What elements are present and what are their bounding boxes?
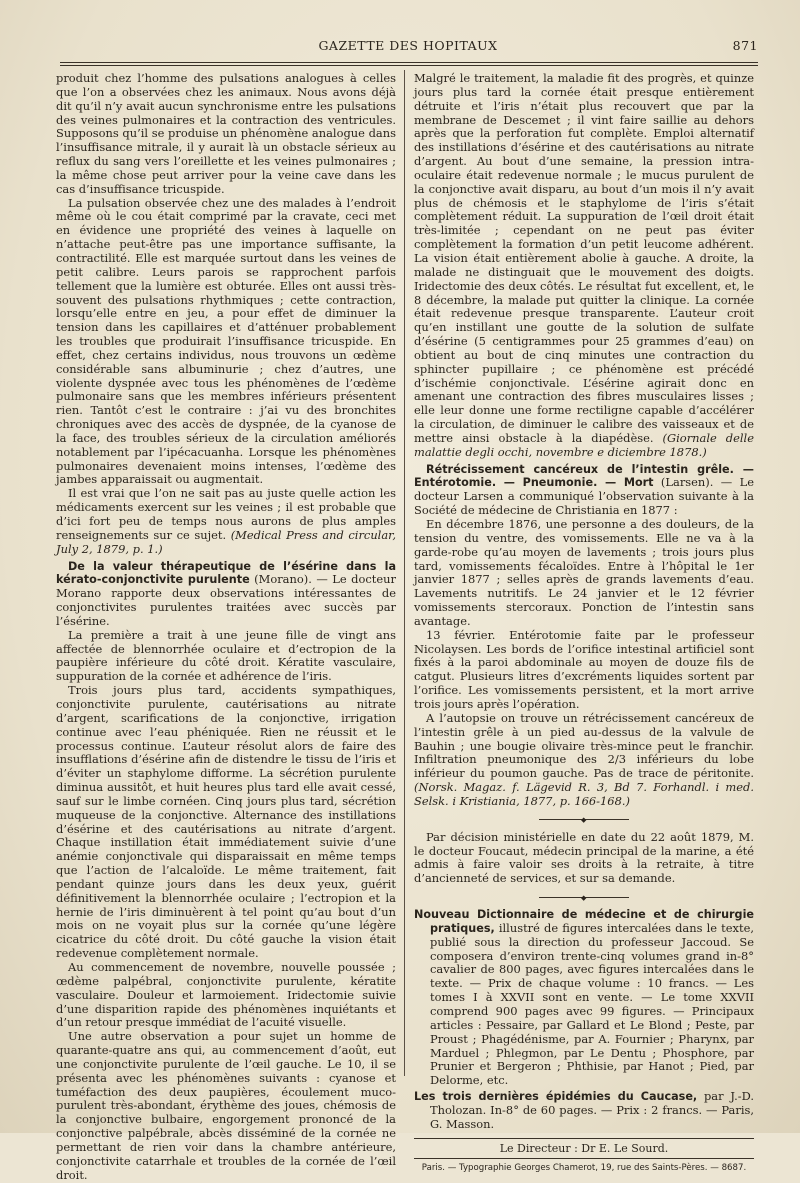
paragraph: La pulsation observée chez une des malades à l’endroit même où le cou était comprimé par la cravate, ceci met en évidence une propriété des veines à laquelle on n’attache peut-être pas une importance suffisante, la contractilité. Elle est marquée surtout dans les veines de petit calibre. Leurs parois se rapprochent parfois tellement que la lumière est obturée. Elles ont aussi très-souvent des pulsations rhythmiques ; cette contraction, lorsqu’elle entre en jeu, a pour effet de diminuer la tension dans les capillaires et d’atténuer probablement les troubles que produirait l’insuffisance tricuspide. En effet, chez certains individus, nous trouvons un œdème considérable sans albuminurie ; chez d’autres, une violente dyspnée avec tous les phénomènes de l’œdème pulmonaire sans que les membres inférieurs présentent rien. Tantôt c’est le contraire : j’ai vu des bronchites chroniques avec des accès de dyspnée, de la cyanose de la face, des troubles sérieux de la circulation améliorés notablement par l’ipécacuanha. Lorsque les phénomènes pulmonaires devenaient moins intenses, l’œdème des jambes apparaissait ou augmentait. (56, 195, 396, 487)
paragraph: produit chez l’homme des pulsations analogues à celles que l’on a observées chez les animaux. Nous avons déjà dit qu’il n’y avait aucun synchronisme entre les pulsations des veines pulmonaires et la contraction des ventricules. Supposons qu’il se produise un phénomène analogue dans l’insuffisance mitrale, il y aurait là un obstacle sérieux au reflux du sang vers l’oreillette et les veines pulmonaires ; la même chose peut arriver pour la veine cave dans les cas d’insuffisance tricuspide. (56, 71, 396, 196)
paragraph: La première a trait à une jeune fille de vingt ans affectée de blennorrhée oculaire et d’ectropion de la paupière inférieure du côté droit. Kératite vasculaire, suppuration de la cornée et adhérence de l’iris. (56, 627, 396, 684)
column-divider (404, 70, 405, 1076)
section-separator (414, 890, 754, 904)
right-column (414, 72, 754, 1176)
header-rule (60, 62, 758, 63)
announcement-text: par J.-D. Tholozan. In-8° de 60 pages. — Prix : 2 francs. — Paris, G. Masson. (430, 1089, 754, 1131)
notice: Par décision ministérielle en date du 22 août 1879, M. le docteur Foucaut, médecin principal de la marine, a été admis à faire valoir ses droits à la retraite, à titre d’ancienneté de services, et sur sa demande. (414, 829, 754, 886)
article-intro (414, 463, 754, 518)
journal-title: GAZETTE DES HOPITAUX (318, 38, 498, 53)
article-intro (56, 560, 396, 629)
article-intro-text: (Morano). — Le docteur Morano rapporte deux observations intéressantes de conjonctivites purulentes traitées avec succès par l’ésérine. (56, 572, 396, 628)
announcements (414, 908, 754, 1132)
paragraph: Une autre observation a pour sujet un homme de quarante-quatre ans qui, au commencement d’août, eut une conjonctivite purulente de l’œil gauche. Le 10, il se présenta avec les phénomènes suivants : cyanose et tuméfaction des deux paupières, écoulement muco-purulent très-abondant, érythème des joues, chémosis de la conjonctive bulbaire, engorgement prononcé de la conjonctive palpébrale, abcès disséminé de la cornée ne permettant de rien voir dans la chambre antérieure, conjonctivite catarrhale et troubles de la cornée de l’œil droit. (56, 1029, 396, 1182)
director-signature: Le Directeur : Dr E. Le Sourd. (414, 1138, 754, 1160)
article-heading: Rétrécissement cancéreux de l’intestin grêle. — Entérotomie. — Pneumonie. — Mort (414, 462, 754, 490)
printer-imprint: Paris. — Typographie Georges Chamerot, 19, rue des Saints-Pères. — 8687. (421, 1163, 747, 1174)
section-separator (414, 813, 754, 827)
announcement-text: illustré de figures intercalées dans le texte, publié sous la direction du professeur Jaccoud. Se composera d’environ trente-cinq volumes grand in-8° cavalier de 800 pages, avec figures intercalées dans le texte. — Prix de chaque volume : 10 francs. — Les tomes I à XXVII sont en vente. — Le tome XXVII comprend 900 pages avec 99 figures. — Principaux articles : Pessaire, par Gallard et Le Blond ; Peste, par Proust ; Phagédénisme, par A. Fournier ; Pharynx, par Marduel ; Phlegmon, par Le Dentu ; Phosphore, par Prunier et Bergeron ; Phthisie, par Hanot ; Pied, par Delorme, etc. (430, 920, 754, 1088)
paragraph: Au commencement de novembre, nouvelle poussée ; œdème palpébral, conjonctivite purulente, kératite vasculaire. Douleur et larmoiement. Iridectomie suivie d’une disparition rapide des phénomènes inquiétants et d’un retour presque immédiat de l’acuité visuelle. (56, 960, 396, 1030)
paragraph: Trois jours plus tard, accidents sympathiques, conjonctivite purulente, cautérisations au nitrate d’argent, scarifications de la conjonctive, irrigation continue avec l’eau phéniquée. Rien ne réussit et le processus continue. L’auteur résolut alors de faire des insufflations d’ésérine afin de distendre le tissu de l’iris et d’éviter un staphylome difforme. La sécrétion purulente diminua aussitôt, et huit heures plus tard elle avait cessé, sauf sur le limbe cornéen. Cinq jours plus tard, sécrétion muqueuse de la conjonctive. Alternance des instillations d’ésérine et des cautérisations au nitrate d’argent. Chaque instillation était immédiatement suivie d’une anémie conjonctivale qui disparaissait en même temps que l’action de l’alcaloïde. Le même traitement, fait pendant quinze jours dans les deux yeux, guérit définitivement la blennorrhée oculaire ; l’ectropion et la hernie de l’iris diminuèrent à tel point qu’au bout d’un mois on ne voyait plus sur la cornée qu’une légère cicatrice du côté droit. Du côté gauche la vision était redevenue complètement normale. (56, 683, 396, 961)
paragraph: En décembre 1876, une personne a des douleurs, de la tension du ventre, des vomissements. Elle ne va à la garde-robe qu’au moyen de lavements ; trois jours plus tard, vomissements fécaloïdes. Entre à l’hôpital le 1er janvier 1877 ; selles après de grands lavements d’eau. Lavements nutritifs. Le 24 janvier et le 12 février vomissements stercoraux. Ponction de l’intestin sans avantage. (414, 517, 754, 628)
paragraph (414, 712, 754, 809)
citation: (Giornale delle malattie degli occhi, novembre e diciembre 1878.) (414, 430, 754, 459)
paragraph-text: Il est vrai que l’on ne sait pas au juste quelle action les médicaments exercent sur les veines ; il est probable que d’ici fort peu de temps nous aurons de plus amples renseignements sur ce sujet. (56, 486, 396, 542)
announcement-dictionnaire (414, 908, 754, 1088)
announcement-heading: Les trois dernières épidémies du Caucase, (414, 1090, 698, 1104)
page-header (58, 38, 758, 58)
announcement-heading: Nouveau Dictionnaire de médecine et de chirurgie pratiques, (414, 908, 754, 935)
paragraph-text: Malgré le traitement, la maladie fit des progrès, et quinze jours plus tard la cornée était presque entièrement détruite et l’iris n’était plus recouvert que par la membrane de Descemet ; il vint faire saillie au dehors après que la perforation fut complète. Emploi alternatif des instillations d’ésérine et des cautérisations au nitrate d’argent. Au bout d’une semaine, la pression intra-oculaire était redevenue normale ; le mucus purulent de la conjonctive avait disparu, au bout d’un mois il n’y avait plus de chémosis et le staphylome de l’iris s’était complètement réduit. La suppuration de l’œil droit était très-limitée ; cependant on ne peut pas éviter complètement la formation d’un petit leucome adhérent. La vision était entièrement abolie à gauche. A droite, la malade ne distinguait que le mouvement des doigts. Iridectomie des deux côtés. Le résultat fut excellent, et, le 8 décembre, la malade put quitter la clinique. La cornée était redevenue presque transparente. L’auteur croit qu’en instillant une goutte de la solution de sulfate d’ésérine (5 centigrammes pour 25 grammes d’eau) on obtient au bout de cinq minutes une contraction du sphincter pupillaire ; ce phénomène est précédé d’ischémie conjonctivale. L’ésérine agirait donc en amenant une contraction des fibres musculaires lisses ; elle leur donne une forme rectiligne capable d’accélérer la circulation, de diminuer le calibre des vaisseaux et de mettre ainsi obstacle à la diapédèse. (414, 71, 754, 445)
citation: (Medical Press and circular, July 2, 1879, p. 1.) (56, 527, 397, 556)
article-heading: De la valeur thérapeutique de l’ésérine dans la kérato-conjonctivite purulente (56, 559, 396, 587)
announcement-caucase (414, 1090, 754, 1132)
header-rule-secondary (60, 65, 758, 66)
paragraph: 13 février. Entérotomie faite par le professeur Nicolaysen. Les bords de l’orifice intestinal artificiel sont fixés à la paroi abdominale au moyen de douze fils de catgut. Plusieurs litres d’excréments liquides sortent par l’orifice. Les vomissements persistent, et la mort arrive trois jours après l’opération. (414, 627, 754, 711)
article-intro-text: (Larsen). — Le docteur Larsen a communiqué l’observation suivante à la Société de médecine de Christiania en 1877 : (414, 475, 754, 518)
citation: (Norsk. Magaz. f. Lägevid R. 3, Bd 7. Forhandl. i med. Selsk. i Kristiania, 1877, p. 166-168.) (414, 780, 754, 808)
paragraph (56, 487, 396, 556)
page-number: 871 (732, 38, 758, 53)
paragraph-text: A l’autopsie on trouve un rétrécissement cancéreux de l’intestin grêle à un pied au-dessus de la valvule de Bauhin ; une bougie olivaire très-mince peut le franchir. Infiltration pneumonique des 2/3 inférieurs du lobe inférieur du poumon gauche. Pas de trace de péritonite. (414, 710, 754, 781)
paragraph (414, 72, 754, 460)
left-column (56, 72, 396, 1183)
